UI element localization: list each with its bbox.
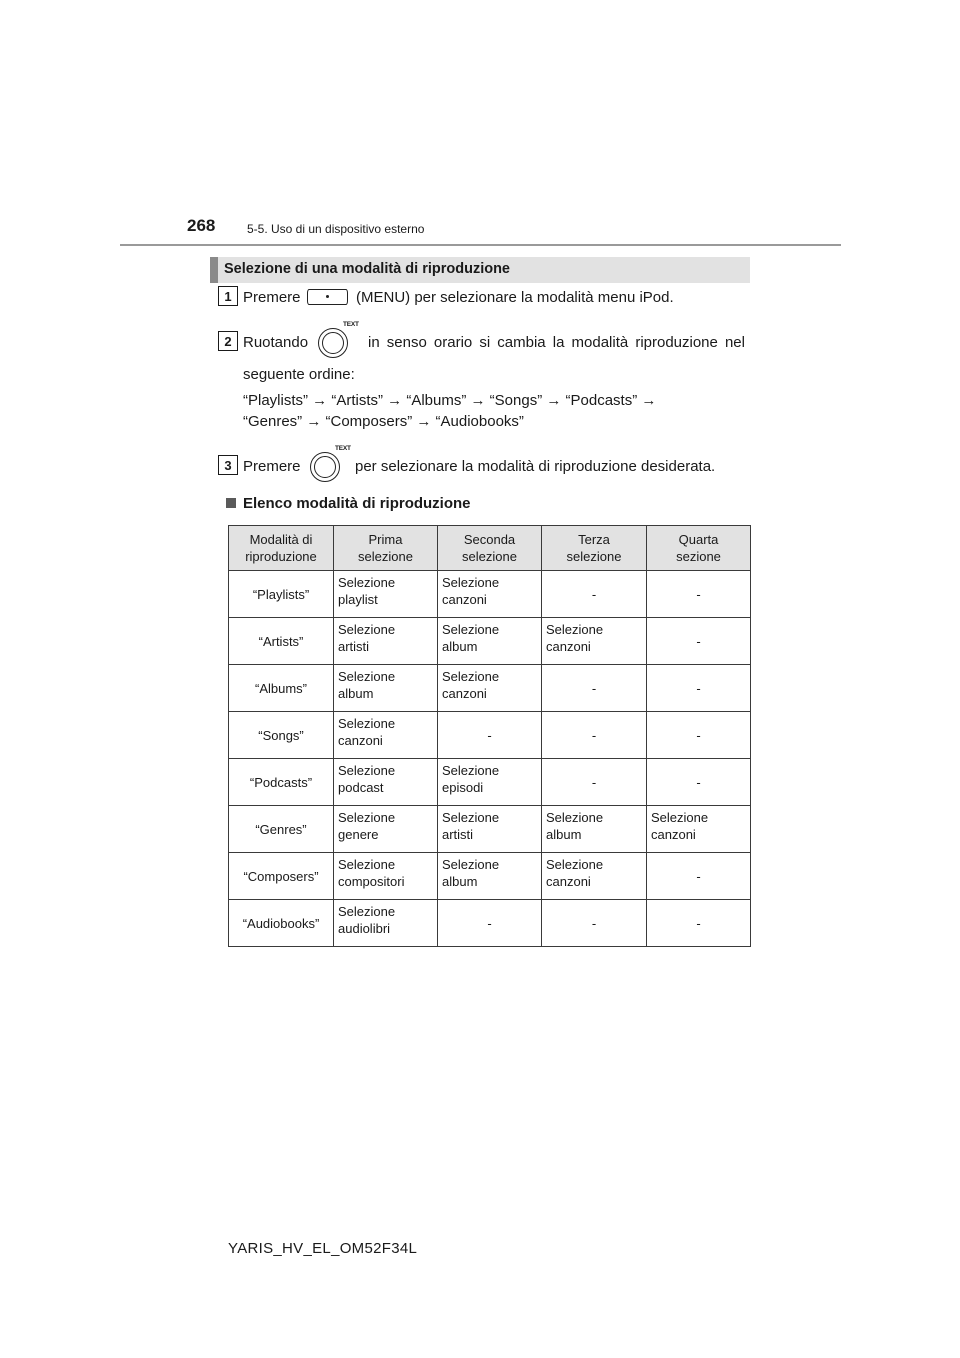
- selection-cell: Selezione album: [542, 806, 647, 853]
- mode-cell: “Audiobooks”: [229, 900, 334, 947]
- square-bullet-icon: [226, 498, 236, 508]
- selection-cell: Selezione playlist: [334, 571, 438, 618]
- selection-cell: -: [647, 712, 751, 759]
- header-cell: Modalità di riproduzione: [229, 526, 334, 571]
- table-row: [229, 665, 751, 712]
- selection-cell: -: [542, 712, 647, 759]
- table-row: [229, 853, 751, 900]
- mode-cell: “Composers”: [229, 853, 334, 900]
- table-row: [229, 900, 751, 947]
- tune-knob-icon: [318, 321, 359, 358]
- knob-text-label: TEXT: [343, 321, 359, 328]
- selection-cell: Selezione album: [438, 853, 542, 900]
- step-badge-1: 1: [218, 286, 238, 306]
- selection-cell: Selezione canzoni: [334, 712, 438, 759]
- step-2-text-after: in senso orario si cambia la modalità riproduzione nel: [368, 334, 745, 351]
- header-cell: Terza selezione: [542, 526, 647, 571]
- step-badge-2: 2: [218, 331, 238, 351]
- header-cell: Quarta sezione: [647, 526, 751, 571]
- selection-cell: Selezione album: [438, 618, 542, 665]
- selection-cell: -: [647, 618, 751, 665]
- selection-cell: Selezione artisti: [438, 806, 542, 853]
- table-row: [229, 571, 751, 618]
- selection-cell: Selezione canzoni: [438, 665, 542, 712]
- page-number: 268: [187, 216, 216, 235]
- table-subheading: Elenco modalità di riproduzione: [243, 495, 471, 512]
- step-2-order-line-2: “Genres” → “Composers” → “Audiobooks”: [243, 413, 524, 430]
- selection-cell: -: [647, 853, 751, 900]
- selection-cell: -: [438, 712, 542, 759]
- selection-cell: Selezione episodi: [438, 759, 542, 806]
- step-1-text-after: (MENU) per selezionare la modalità menu iPod.: [356, 289, 674, 306]
- tune-knob-icon: [310, 445, 351, 482]
- mode-cell: “Podcasts”: [229, 759, 334, 806]
- header-cell: Seconda selezione: [438, 526, 542, 571]
- step-3-text-before: Premere: [243, 458, 301, 475]
- step-2-text-before: Ruotando: [243, 334, 309, 351]
- mode-cell: “Artists”: [229, 618, 334, 665]
- selection-cell: Selezione compositori: [334, 853, 438, 900]
- table-row: [229, 806, 751, 853]
- mode-cell: “Songs”: [229, 712, 334, 759]
- selection-cell: Selezione canzoni: [542, 853, 647, 900]
- selection-cell: -: [647, 665, 751, 712]
- step-3-text-after: per selezionare la modalità di riproduzione desiderata.: [355, 458, 716, 475]
- table-row: [229, 759, 751, 806]
- step-2-line-2: seguente ordine:: [243, 366, 355, 383]
- selection-cell: Selezione genere: [334, 806, 438, 853]
- knob-text-label: TEXT: [335, 445, 351, 452]
- selection-cell: Selezione canzoni: [542, 618, 647, 665]
- selection-cell: Selezione artisti: [334, 618, 438, 665]
- table-row: [229, 618, 751, 665]
- section-title: 5-5. Uso di un dispositivo esterno: [247, 222, 425, 236]
- selection-cell: -: [647, 900, 751, 947]
- header-cell: Prima selezione: [334, 526, 438, 571]
- selection-cell: -: [542, 665, 647, 712]
- selection-cell: -: [647, 571, 751, 618]
- selection-cell: Selezione audiolibri: [334, 900, 438, 947]
- section-heading: Selezione di una modalità di riproduzione: [224, 261, 510, 277]
- menu-button-icon: [307, 289, 348, 305]
- mode-cell: “Playlists”: [229, 571, 334, 618]
- step-badge-3: 3: [218, 455, 238, 475]
- playback-mode-table: [228, 525, 751, 947]
- mode-cell: “Genres”: [229, 806, 334, 853]
- header-divider: [120, 244, 841, 246]
- selection-cell: -: [438, 900, 542, 947]
- step-2-order-line-1: “Playlists” → “Artists” → “Albums” → “Songs” → “Podcasts” →: [243, 392, 657, 409]
- step-1-text-before: Premere: [243, 289, 301, 306]
- selection-cell: Selezione album: [334, 665, 438, 712]
- selection-cell: Selezione podcast: [334, 759, 438, 806]
- mode-cell: “Albums”: [229, 665, 334, 712]
- document-code: YARIS_HV_EL_OM52F34L: [228, 1240, 418, 1257]
- selection-cell: -: [542, 571, 647, 618]
- selection-cell: Selezione canzoni: [647, 806, 751, 853]
- table-header-row: [229, 526, 751, 571]
- table-row: [229, 712, 751, 759]
- selection-cell: Selezione canzoni: [438, 571, 542, 618]
- selection-cell: -: [542, 759, 647, 806]
- selection-cell: -: [542, 900, 647, 947]
- selection-cell: -: [647, 759, 751, 806]
